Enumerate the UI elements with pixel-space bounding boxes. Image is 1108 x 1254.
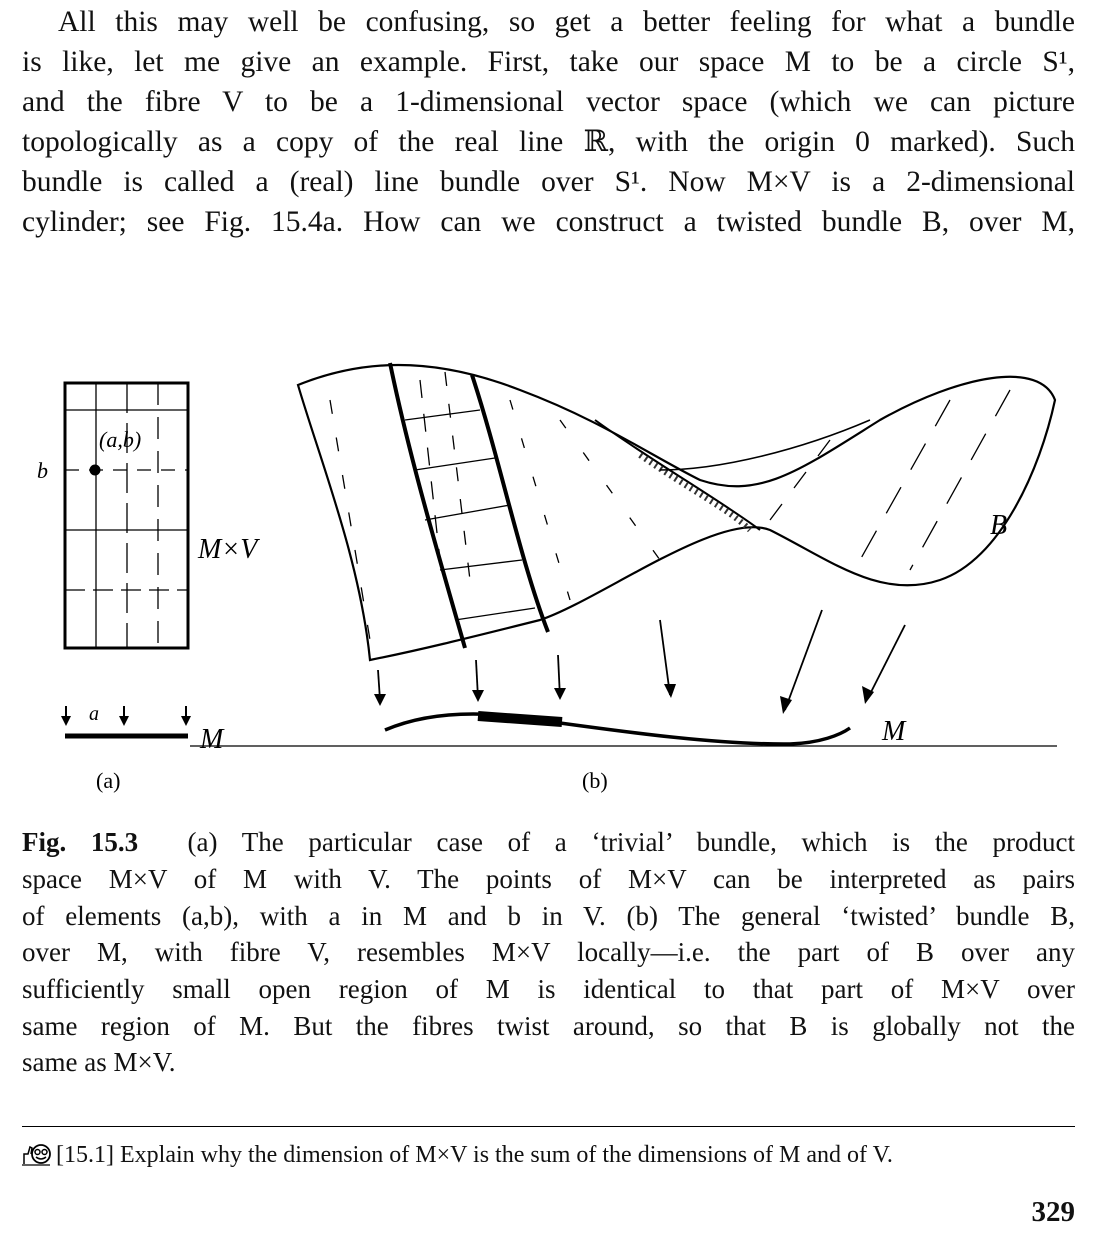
body-line: All this may well be confusing, so get a better feeling for what a bundle bbox=[58, 6, 1075, 38]
caption-line: same region of M. But the fibres twist around, so that B is globally not the bbox=[22, 1011, 1075, 1041]
base-label-b: M bbox=[882, 716, 906, 747]
caption-line bbox=[22, 824, 1075, 860]
caption-line: sufficiently small open region of M is identical to that part of M×V over bbox=[22, 974, 1075, 1004]
caption-tag: Fig. 15.3 bbox=[22, 827, 139, 857]
body-line: cylinder; see Fig. 15.4a. How can we construct a twisted bundle B, over M, bbox=[22, 206, 1075, 238]
product-label: M×V bbox=[198, 534, 258, 565]
exercise-smiley-icon bbox=[22, 1142, 52, 1173]
footnote-divider bbox=[22, 1126, 1075, 1127]
body-line: bundle is called a (real) line bundle over S¹. Now M×V is a 2-dimensional bbox=[22, 166, 1075, 198]
caption-tag-b: (b) bbox=[582, 768, 608, 793]
figure-15-3 bbox=[0, 330, 1108, 800]
b-label: b bbox=[37, 458, 48, 483]
footnote bbox=[22, 1142, 893, 1173]
point-label: (a,b) bbox=[99, 427, 142, 452]
caption-line: same as M×V. bbox=[22, 1047, 176, 1077]
body-line: topologically as a copy of the real line ℝ, with the origin 0 marked). Such bbox=[22, 126, 1075, 158]
a-label: a bbox=[89, 703, 99, 725]
bundle-label: B bbox=[990, 510, 1008, 541]
page-number: 329 bbox=[1031, 1196, 1075, 1228]
footnote-text: [15.1] Explain why the dimension of M×V is the sum of the dimensions of M and of V. bbox=[56, 1142, 893, 1168]
body-line: and the fibre V to be a 1-dimensional vector space (which we can picture bbox=[22, 86, 1075, 118]
caption-line: space M×V of M with V. The points of M×V can be interpreted as pairs bbox=[22, 864, 1075, 894]
base-label-a: M bbox=[200, 724, 224, 755]
body-line: is like, let me give an example. First, take our space M to be a circle S¹, bbox=[22, 46, 1075, 78]
caption-line: over M, with fibre V, resembles M×V locally—i.e. the part of B over any bbox=[22, 937, 1075, 967]
caption-tag-a: (a) bbox=[96, 768, 121, 793]
figure-b-twisted-bundle bbox=[190, 363, 1057, 746]
caption-line: of elements (a,b), with a in M and b in V. (b) The general ‘twisted’ bundle B, bbox=[22, 901, 1075, 931]
caption-line-text: (a) The particular case of a ‘trivial’ bundle, which is the product bbox=[187, 827, 1076, 857]
